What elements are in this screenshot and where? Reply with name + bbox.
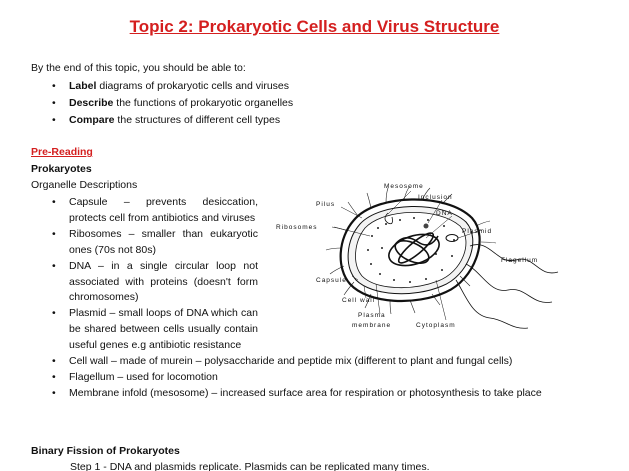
binary-fission-heading: Binary Fission of Prokaryotes	[31, 445, 180, 457]
objective-item	[52, 112, 293, 129]
label-dna: DNA	[436, 210, 453, 217]
objectives-list	[52, 78, 293, 129]
objective-item	[52, 95, 293, 112]
objective-verb: Describe	[69, 97, 114, 109]
intro-text: By the end of this topic, you should be able to:	[31, 62, 246, 74]
objective-verb: Label	[69, 80, 97, 92]
label-flagellum: Flagellum	[501, 257, 539, 264]
label-cytoplasm: Cytoplasm	[416, 322, 456, 329]
pre-reading-heading: Pre-Reading	[31, 146, 93, 158]
organelle-item-flagellum: • Flagellum – used for locomotion	[52, 370, 595, 386]
prokaryotic-cell-diagram	[276, 176, 566, 336]
organelle-item-plasmid: • Plasmid – small loops of DNA which can be shared between cells usually contain useful genes e.g antibiotic resistance	[52, 306, 258, 354]
label-mesosome: Mesosome	[384, 183, 424, 190]
organelle-item-mesosome: • Membrane infold (mesosome) – increased surface area for respiration or photosynthesis to take place	[52, 386, 595, 402]
label-plasmid: Plasmid	[462, 228, 493, 235]
binary-fission-step-1: Step 1 - DNA and plasmids replicate. Plasmids can be replicated many times.	[70, 461, 430, 471]
label-ribosomes: Ribosomes	[276, 224, 318, 231]
objective-item	[52, 78, 293, 95]
label-cell-wall: Cell wall	[342, 297, 376, 304]
organelle-item-dna: • DNA – in a single circular loop not associated with proteins (doesn't form chromosomes)	[52, 259, 258, 307]
objective-text: diagrams of prokaryotic cells and viruses	[96, 80, 290, 92]
objective-text: the functions of prokaryotic organelles	[113, 97, 294, 109]
organelle-item-ribosomes: • Ribosomes – smaller than eukaryotic ones (70s not 80s)	[52, 227, 258, 259]
prokaryotes-heading: Prokaryotes	[31, 163, 92, 175]
objective-text: the structures of different cell types	[114, 114, 281, 126]
organelle-heading: Organelle Descriptions	[31, 179, 138, 191]
label-pilus: Pilus	[316, 201, 336, 208]
organelle-item-cell-wall: • Cell wall – made of murein – polysaccharide and peptide mix (different to plant and fungal cells)	[52, 354, 595, 370]
label-membrane: membrane	[352, 322, 392, 329]
organelle-item-capsule: • Capsule – prevents desiccation, protects cell from antibiotics and viruses	[52, 195, 258, 227]
objective-verb: Compare	[69, 114, 115, 126]
inclusion-shape	[424, 224, 429, 229]
label-plasma: Plasma	[358, 312, 386, 319]
page-title: Topic 2: Prokaryotic Cells and Virus Structure	[129, 17, 500, 36]
label-capsule: Capsule	[316, 277, 347, 284]
label-inclusion: Inclusion	[418, 194, 453, 201]
